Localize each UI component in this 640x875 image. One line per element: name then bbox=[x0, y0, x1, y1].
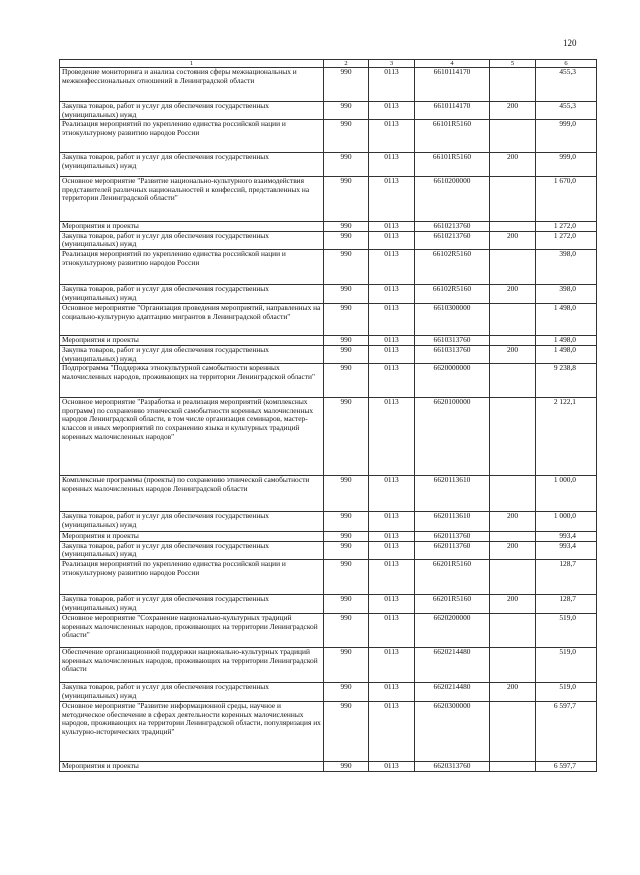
table-row bbox=[60, 120, 597, 153]
row-ministry-code: 990 bbox=[324, 512, 369, 532]
row-target-article: 6620000000 bbox=[415, 364, 490, 398]
row-ministry-code: 990 bbox=[324, 682, 369, 701]
row-ministry-code: 990 bbox=[324, 761, 369, 771]
row-section-code: 0113 bbox=[369, 303, 415, 335]
table-row bbox=[60, 364, 597, 398]
table-row bbox=[60, 682, 597, 701]
row-target-article: 66102R5160 bbox=[415, 249, 490, 284]
row-ministry-code: 990 bbox=[324, 102, 369, 120]
column-header: 4 bbox=[415, 60, 490, 68]
row-section-code: 0113 bbox=[369, 761, 415, 771]
row-amount: 519,0 bbox=[536, 613, 597, 647]
row-description: Закупка товаров, работ и услуг для обеспечения государственных (муниципальных) нужд bbox=[60, 594, 324, 613]
row-description: Закупка товаров, работ и услуг для обеспечения государственных (муниципальных) нужд bbox=[60, 512, 324, 532]
row-expense-type bbox=[490, 120, 536, 153]
row-amount: 1 498,0 bbox=[536, 303, 597, 335]
row-target-article: 6620200000 bbox=[415, 613, 490, 647]
row-amount: 1 272,0 bbox=[536, 231, 597, 249]
row-description: Подпрограмма "Поддержка этнокультурной самобытности коренных малочисленных народов, проживающих на территории Ленинградской области" bbox=[60, 364, 324, 398]
table-row bbox=[60, 231, 597, 249]
row-target-article: 6620113610 bbox=[415, 476, 490, 512]
row-expense-type: 200 bbox=[490, 512, 536, 532]
row-amount: 1 272,0 bbox=[536, 222, 597, 232]
row-ministry-code: 990 bbox=[324, 364, 369, 398]
row-description: Мероприятия и проекты bbox=[60, 761, 324, 771]
row-description: Основное мероприятие "Разработка и реализация мероприятий (комплексных программ) по сохранению этнической самобытности коренных малочисленных народов Ленинградской области, в том числе организация семинаров, мастер-классов и иных мероприятий по сохранению языка и культурных традиций коренных малочисленных народов" bbox=[60, 398, 324, 476]
row-description: Реализация мероприятий по укреплению единства российской нации и этнокультурному развитию народов России bbox=[60, 559, 324, 594]
row-section-code: 0113 bbox=[369, 120, 415, 153]
row-section-code: 0113 bbox=[369, 532, 415, 542]
row-target-article: 66101R5160 bbox=[415, 153, 490, 177]
row-ministry-code: 990 bbox=[324, 613, 369, 647]
row-amount: 1 670,0 bbox=[536, 177, 597, 222]
table-row bbox=[60, 476, 597, 512]
row-amount: 455,3 bbox=[536, 68, 597, 102]
table-row bbox=[60, 102, 597, 120]
table-row bbox=[60, 249, 597, 284]
row-ministry-code: 990 bbox=[324, 153, 369, 177]
row-amount: 128,7 bbox=[536, 594, 597, 613]
row-description: Обеспечение организационной поддержки национально-культурных традиций коренных малочисленных народов, проживающих на территории Ленинградской области bbox=[60, 647, 324, 682]
row-amount: 1 498,0 bbox=[536, 345, 597, 363]
row-target-article: 6610114170 bbox=[415, 68, 490, 102]
row-description: Закупка товаров, работ и услуг для обеспечения государственных (муниципальных) нужд bbox=[60, 231, 324, 249]
row-amount: 1 000,0 bbox=[536, 476, 597, 512]
row-expense-type: 200 bbox=[490, 345, 536, 363]
row-amount: 6 597,7 bbox=[536, 761, 597, 771]
row-target-article: 66201R5160 bbox=[415, 594, 490, 613]
row-description: Закупка товаров, работ и услуг для обеспечения государственных (муниципальных) нужд bbox=[60, 284, 324, 303]
row-ministry-code: 990 bbox=[324, 701, 369, 761]
row-section-code: 0113 bbox=[369, 284, 415, 303]
row-amount: 398,0 bbox=[536, 249, 597, 284]
row-section-code: 0113 bbox=[369, 682, 415, 701]
row-ministry-code: 990 bbox=[324, 249, 369, 284]
row-expense-type bbox=[490, 761, 536, 771]
row-expense-type bbox=[490, 647, 536, 682]
row-target-article: 6610300000 bbox=[415, 303, 490, 335]
row-ministry-code: 990 bbox=[324, 559, 369, 594]
row-amount: 993,4 bbox=[536, 532, 597, 542]
row-description: Закупка товаров, работ и услуг для обеспечения государственных (муниципальных) нужд bbox=[60, 102, 324, 120]
row-expense-type: 200 bbox=[490, 594, 536, 613]
row-amount: 128,7 bbox=[536, 559, 597, 594]
row-description: Основное мероприятие "Организация проведения мероприятий, направленных на социально-культурную адаптацию мигрантов в Ленинградской области" bbox=[60, 303, 324, 335]
row-expense-type bbox=[490, 532, 536, 542]
row-section-code: 0113 bbox=[369, 222, 415, 232]
row-section-code: 0113 bbox=[369, 594, 415, 613]
row-ministry-code: 990 bbox=[324, 303, 369, 335]
table-row bbox=[60, 594, 597, 613]
row-amount: 6 597,7 bbox=[536, 701, 597, 761]
table-row bbox=[60, 559, 597, 594]
row-target-article: 6610313760 bbox=[415, 335, 490, 345]
row-section-code: 0113 bbox=[369, 335, 415, 345]
row-ministry-code: 990 bbox=[324, 284, 369, 303]
row-section-code: 0113 bbox=[369, 559, 415, 594]
table-row bbox=[60, 613, 597, 647]
row-ministry-code: 990 bbox=[324, 120, 369, 153]
row-expense-type bbox=[490, 335, 536, 345]
row-ministry-code: 990 bbox=[324, 541, 369, 559]
row-expense-type: 200 bbox=[490, 284, 536, 303]
row-section-code: 0113 bbox=[369, 68, 415, 102]
row-target-article: 66101R5160 bbox=[415, 120, 490, 153]
table-row bbox=[60, 222, 597, 232]
table-row bbox=[60, 177, 597, 222]
row-section-code: 0113 bbox=[369, 512, 415, 532]
row-target-article: 6610114170 bbox=[415, 102, 490, 120]
row-target-article: 6610200000 bbox=[415, 177, 490, 222]
row-description: Основное мероприятие "Развитие национально-культурного взаимодействия представителей различных национальностей и конфессий, представленных на территории Ленинградской области" bbox=[60, 177, 324, 222]
row-description: Закупка товаров, работ и услуг для обеспечения государственных (муниципальных) нужд bbox=[60, 682, 324, 701]
row-section-code: 0113 bbox=[369, 231, 415, 249]
row-target-article: 6620113760 bbox=[415, 541, 490, 559]
row-target-article: 6620214480 bbox=[415, 647, 490, 682]
row-section-code: 0113 bbox=[369, 398, 415, 476]
budget-table bbox=[59, 59, 597, 772]
table-row bbox=[60, 153, 597, 177]
row-ministry-code: 990 bbox=[324, 231, 369, 249]
row-section-code: 0113 bbox=[369, 177, 415, 222]
row-target-article: 6620100000 bbox=[415, 398, 490, 476]
row-section-code: 0113 bbox=[369, 153, 415, 177]
row-ministry-code: 990 bbox=[324, 335, 369, 345]
row-section-code: 0113 bbox=[369, 476, 415, 512]
table-row bbox=[60, 335, 597, 345]
row-amount: 455,3 bbox=[536, 102, 597, 120]
row-target-article: 6610213760 bbox=[415, 231, 490, 249]
row-section-code: 0113 bbox=[369, 345, 415, 363]
row-ministry-code: 990 bbox=[324, 68, 369, 102]
row-amount: 999,0 bbox=[536, 120, 597, 153]
table-row bbox=[60, 701, 597, 761]
row-amount: 993,4 bbox=[536, 541, 597, 559]
row-ministry-code: 990 bbox=[324, 476, 369, 512]
row-amount: 999,0 bbox=[536, 153, 597, 177]
row-target-article: 6620113760 bbox=[415, 532, 490, 542]
row-expense-type bbox=[490, 364, 536, 398]
table-row bbox=[60, 68, 597, 102]
table-row bbox=[60, 398, 597, 476]
row-expense-type: 200 bbox=[490, 102, 536, 120]
row-description: Закупка товаров, работ и услуг для обеспечения государственных (муниципальных) нужд bbox=[60, 345, 324, 363]
row-target-article: 6610313760 bbox=[415, 345, 490, 363]
row-section-code: 0113 bbox=[369, 364, 415, 398]
row-description: Мероприятия и проекты bbox=[60, 335, 324, 345]
row-amount: 1 498,0 bbox=[536, 335, 597, 345]
row-target-article: 6620300000 bbox=[415, 701, 490, 761]
row-section-code: 0113 bbox=[369, 541, 415, 559]
row-expense-type bbox=[490, 249, 536, 284]
row-description: Закупка товаров, работ и услуг для обеспечения государственных (муниципальных) нужд bbox=[60, 541, 324, 559]
row-description: Реализация мероприятий по укреплению единства российской нации и этнокультурному развитию народов России bbox=[60, 120, 324, 153]
row-ministry-code: 990 bbox=[324, 594, 369, 613]
row-expense-type bbox=[490, 559, 536, 594]
row-ministry-code: 990 bbox=[324, 398, 369, 476]
column-header: 3 bbox=[369, 60, 415, 68]
row-expense-type bbox=[490, 613, 536, 647]
row-expense-type: 200 bbox=[490, 153, 536, 177]
row-target-article: 66201R5160 bbox=[415, 559, 490, 594]
row-ministry-code: 990 bbox=[324, 647, 369, 682]
row-expense-type bbox=[490, 303, 536, 335]
row-target-article: 6620113610 bbox=[415, 512, 490, 532]
table-row bbox=[60, 761, 597, 771]
row-ministry-code: 990 bbox=[324, 177, 369, 222]
row-section-code: 0113 bbox=[369, 102, 415, 120]
column-header: 5 bbox=[490, 60, 536, 68]
row-target-article: 6620214480 bbox=[415, 682, 490, 701]
row-expense-type bbox=[490, 398, 536, 476]
row-expense-type: 200 bbox=[490, 541, 536, 559]
table-row bbox=[60, 647, 597, 682]
column-header: 1 bbox=[60, 60, 324, 68]
table-row bbox=[60, 532, 597, 542]
row-expense-type bbox=[490, 701, 536, 761]
row-ministry-code: 990 bbox=[324, 345, 369, 363]
row-amount: 398,0 bbox=[536, 284, 597, 303]
row-description: Основное мероприятие "Сохранение национально-культурных традиций коренных малочисленных народов, проживающих на территории Ленинградской области" bbox=[60, 613, 324, 647]
row-description: Мероприятия и проекты bbox=[60, 532, 324, 542]
row-target-article: 6610213760 bbox=[415, 222, 490, 232]
row-section-code: 0113 bbox=[369, 701, 415, 761]
row-description: Комплексные программы (проекты) по сохранению этнической самобытности коренных малочисленных народов Ленинградской области bbox=[60, 476, 324, 512]
row-section-code: 0113 bbox=[369, 613, 415, 647]
row-description: Мероприятия и проекты bbox=[60, 222, 324, 232]
row-target-article: 66102R5160 bbox=[415, 284, 490, 303]
table-header-row bbox=[60, 60, 597, 68]
table-row bbox=[60, 303, 597, 335]
row-amount: 2 122,1 bbox=[536, 398, 597, 476]
table-row bbox=[60, 284, 597, 303]
row-expense-type bbox=[490, 177, 536, 222]
table-row bbox=[60, 512, 597, 532]
row-target-article: 6620313760 bbox=[415, 761, 490, 771]
row-amount: 1 000,0 bbox=[536, 512, 597, 532]
row-description: Проведение мониторинга и анализа состояния сферы межнациональных и межконфессиональных отношений в Ленинградской области bbox=[60, 68, 324, 102]
row-section-code: 0113 bbox=[369, 249, 415, 284]
table-row bbox=[60, 541, 597, 559]
row-amount: 519,0 bbox=[536, 682, 597, 701]
row-description: Реализация мероприятий по укреплению единства российской нации и этнокультурному развитию народов России bbox=[60, 249, 324, 284]
row-expense-type bbox=[490, 222, 536, 232]
row-section-code: 0113 bbox=[369, 647, 415, 682]
row-ministry-code: 990 bbox=[324, 532, 369, 542]
row-description: Основное мероприятие "Развитие информационной среды, научное и методическое обеспечение в сферах деятельности коренных малочисленных народов, проживающих на территории Ленинградской области, популяризация их культурно-исторических традиций" bbox=[60, 701, 324, 761]
column-header: 2 bbox=[324, 60, 369, 68]
row-expense-type: 200 bbox=[490, 682, 536, 701]
row-amount: 9 238,8 bbox=[536, 364, 597, 398]
column-header: 6 bbox=[536, 60, 597, 68]
table-row bbox=[60, 345, 597, 363]
row-ministry-code: 990 bbox=[324, 222, 369, 232]
page-number: 120 bbox=[563, 38, 577, 48]
row-description: Закупка товаров, работ и услуг для обеспечения государственных (муниципальных) нужд bbox=[60, 153, 324, 177]
row-amount: 519,0 bbox=[536, 647, 597, 682]
row-expense-type bbox=[490, 68, 536, 102]
row-expense-type: 200 bbox=[490, 231, 536, 249]
budget-table-body bbox=[60, 60, 597, 772]
row-expense-type bbox=[490, 476, 536, 512]
